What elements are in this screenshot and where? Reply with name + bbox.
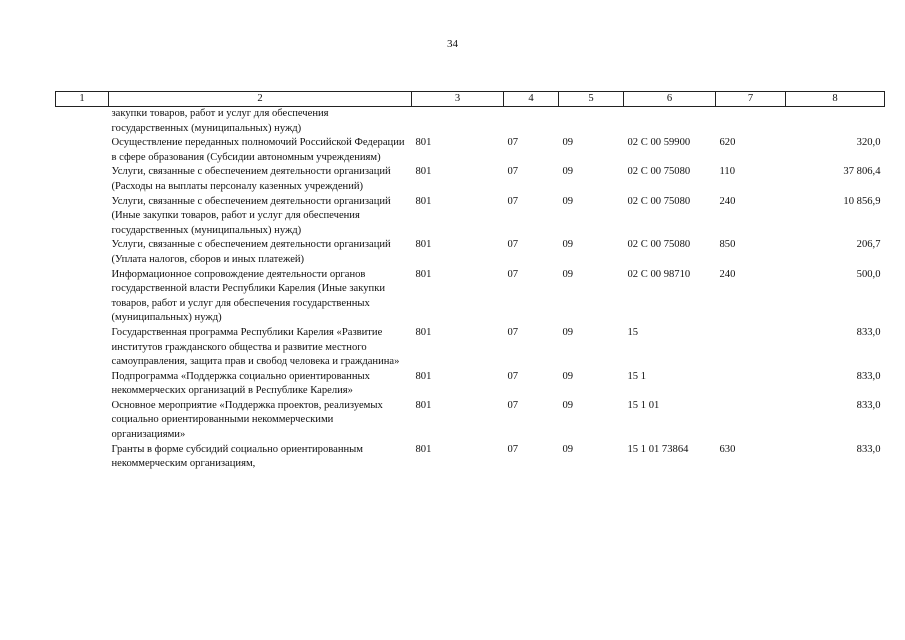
row-ministry-code bbox=[412, 107, 504, 137]
row-amount: 37 806,4 bbox=[843, 166, 881, 178]
row-amount: 10 856,9 bbox=[843, 195, 881, 207]
row-target-item: 02 С 00 98710 bbox=[627, 268, 691, 280]
row-subsection bbox=[559, 107, 624, 137]
column-header: 4 bbox=[504, 92, 559, 107]
row-expense-type bbox=[716, 370, 786, 399]
row-subsection: 09 bbox=[562, 137, 574, 149]
table-row bbox=[56, 326, 885, 370]
row-target-item: 02 С 00 75080 bbox=[627, 166, 691, 178]
row-amount: 833,0 bbox=[856, 443, 881, 455]
row-section: 07 bbox=[507, 326, 519, 338]
row-target-item: 02 С 00 59900 bbox=[627, 137, 691, 149]
row-section: 07 bbox=[507, 239, 519, 251]
table-row bbox=[56, 107, 885, 137]
row-expense-type bbox=[716, 399, 786, 443]
row-name: Услуги, связанные с обеспечением деятельности организаций (Расходы на выплаты персоналу казенных учреждений) bbox=[111, 166, 391, 192]
row-subsection: 09 bbox=[562, 239, 574, 251]
row-expense-type: 240 bbox=[719, 195, 736, 207]
row-target-item bbox=[624, 107, 716, 137]
row-amount: 833,0 bbox=[856, 370, 881, 382]
row-subsection: 09 bbox=[562, 166, 574, 178]
column-header: 3 bbox=[412, 92, 504, 107]
row-section: 07 bbox=[507, 370, 519, 382]
row-expense-type: 620 bbox=[719, 137, 736, 149]
column-number-header bbox=[56, 92, 885, 107]
row-name: Осуществление переданных полномочий Российской Федерации в сфере образования (Субсидии автономным учреждениям) bbox=[111, 137, 405, 163]
row-amount: 833,0 bbox=[856, 326, 881, 338]
column-header: 2 bbox=[109, 92, 412, 107]
table-row bbox=[56, 370, 885, 399]
row-expense-type: 850 bbox=[719, 239, 736, 251]
row-section: 07 bbox=[507, 268, 519, 280]
row-subsection: 09 bbox=[562, 326, 574, 338]
column-header: 6 bbox=[624, 92, 716, 107]
row-name: Информационное сопровождение деятельности органов государственной власти Республики Карелия (Иные закупки товаров, работ и услуг для обеспечения государственных (муниципальных) нужд) bbox=[111, 268, 386, 324]
row-ministry-code: 801 bbox=[415, 166, 432, 178]
budget-table bbox=[55, 91, 885, 472]
row-name: Гранты в форме субсидий социально ориентированным некоммерческим организациям, bbox=[111, 443, 363, 470]
row-target-item: 15 1 bbox=[627, 370, 647, 382]
row-amount bbox=[786, 107, 885, 137]
row-name: Основное мероприятие «Поддержка проектов, реализуемых социально ориентированными некоммерческими организациями» bbox=[111, 399, 383, 441]
row-subsection: 09 bbox=[562, 195, 574, 207]
row-amount: 206,7 bbox=[856, 239, 881, 251]
row-expense-type bbox=[716, 326, 786, 370]
row-name: закупки товаров, работ и услуг для обеспечения государственных (муниципальных) нужд) bbox=[111, 108, 329, 134]
row-expense-type: 110 bbox=[719, 166, 735, 178]
row-subsection: 09 bbox=[562, 268, 574, 280]
table-row bbox=[56, 136, 885, 165]
row-ministry-code: 801 bbox=[415, 443, 432, 455]
column-header: 7 bbox=[716, 92, 786, 107]
row-target-item: 02 С 00 75080 bbox=[627, 195, 691, 207]
table-row bbox=[56, 195, 885, 239]
page-number: 34 bbox=[447, 38, 458, 50]
row-ministry-code: 801 bbox=[415, 399, 432, 411]
row-target-item: 15 1 01 bbox=[627, 399, 660, 411]
row-section bbox=[504, 107, 559, 137]
row-expense-type bbox=[716, 107, 786, 137]
row-name: Услуги, связанные с обеспечением деятельности организаций (Иные закупки товаров, работ и услуг для обеспечения государственных (муниципальных) нужд) bbox=[111, 195, 391, 236]
table-row bbox=[56, 399, 885, 443]
row-name: Подпрограмма «Поддержка социально ориентированных некоммерческих организаций в Республике Карелия» bbox=[111, 370, 370, 397]
row-ministry-code: 801 bbox=[415, 326, 432, 338]
row-target-item: 02 С 00 75080 bbox=[627, 239, 691, 251]
row-ministry-code: 801 bbox=[415, 268, 432, 280]
row-target-item: 15 1 01 73864 bbox=[627, 443, 689, 455]
row-expense-type: 240 bbox=[719, 268, 736, 280]
row-name: Услуги, связанные с обеспечением деятельности организаций (Уплата налогов, сборов и иных платежей) bbox=[111, 239, 391, 265]
row-amount: 500,0 bbox=[856, 268, 881, 280]
row-subsection: 09 bbox=[562, 399, 574, 411]
table-row bbox=[56, 268, 885, 326]
row-subsection: 09 bbox=[562, 443, 574, 455]
row-amount: 833,0 bbox=[856, 399, 881, 411]
table-row bbox=[56, 238, 885, 267]
column-header: 5 bbox=[559, 92, 624, 107]
row-ministry-code: 801 bbox=[415, 195, 432, 207]
row-name: Государственная программа Республики Карелия «Развитие институтов гражданского общества и развитие местного самоуправления, защита прав и свобод человека и гражданина» bbox=[111, 326, 400, 368]
row-subsection: 09 bbox=[562, 370, 574, 382]
row-section: 07 bbox=[507, 399, 519, 411]
column-header: 8 bbox=[786, 92, 885, 107]
row-section: 07 bbox=[507, 166, 519, 178]
row-ministry-code: 801 bbox=[415, 137, 432, 149]
row-section: 07 bbox=[507, 137, 519, 149]
row-expense-type: 630 bbox=[719, 443, 736, 455]
table-row bbox=[56, 443, 885, 472]
row-amount: 320,0 bbox=[856, 137, 881, 149]
row-ministry-code: 801 bbox=[415, 239, 432, 251]
row-section: 07 bbox=[507, 443, 519, 455]
row-target-item: 15 bbox=[627, 326, 639, 338]
table-row bbox=[56, 165, 885, 194]
column-header: 1 bbox=[56, 92, 109, 107]
row-section: 07 bbox=[507, 195, 519, 207]
row-ministry-code: 801 bbox=[415, 370, 432, 382]
